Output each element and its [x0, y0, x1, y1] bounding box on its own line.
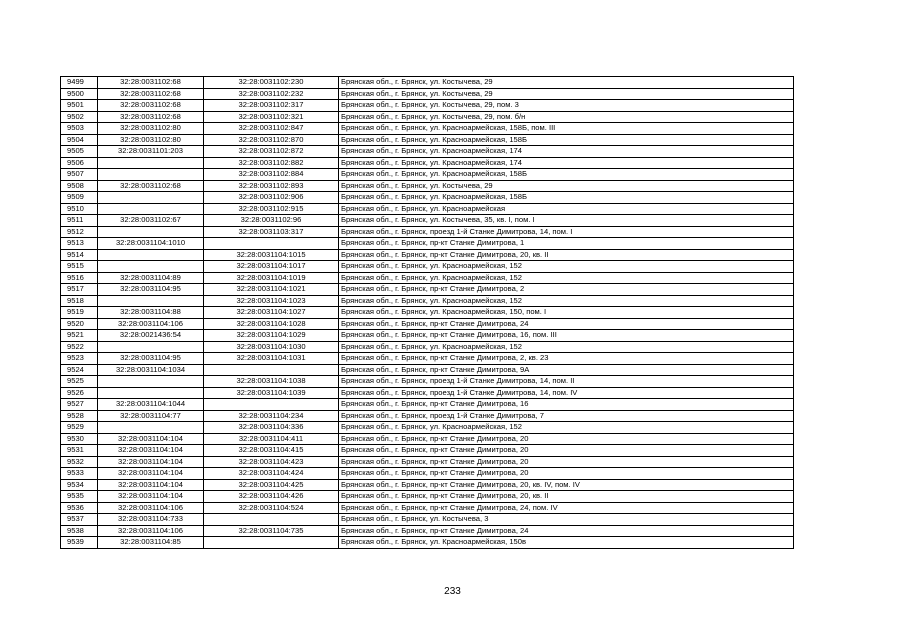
- table-row: [61, 261, 794, 273]
- land-parcel-number-cell: 32:28:0031104:1010: [98, 238, 204, 250]
- table-row: [61, 422, 794, 434]
- table-row: [61, 238, 794, 250]
- object-number-cell: 32:28:0031104:1039: [204, 387, 339, 399]
- row-number-cell: 9536: [61, 502, 98, 514]
- object-number-cell: [204, 364, 339, 376]
- registry-table: [60, 76, 794, 549]
- table-row: [61, 192, 794, 204]
- row-number-cell: 9522: [61, 341, 98, 353]
- address-cell: Брянская обл., г. Брянск, ул. Костычева, 29, пом. б/н: [339, 111, 794, 123]
- row-number-cell: 9532: [61, 456, 98, 468]
- land-parcel-number-cell: [98, 376, 204, 388]
- land-parcel-number-cell: 32:28:0031104:104: [98, 479, 204, 491]
- address-cell: Брянская обл., г. Брянск, проезд 1-й Станке Димитрова, 14, пом. II: [339, 376, 794, 388]
- address-cell: Брянская обл., г. Брянск, пр-кт Станке Димитрова, 20, кв. II: [339, 491, 794, 503]
- row-number-cell: 9516: [61, 272, 98, 284]
- table-row: [61, 376, 794, 388]
- land-parcel-number-cell: 32:28:0031104:104: [98, 491, 204, 503]
- row-number-cell: 9506: [61, 157, 98, 169]
- land-parcel-number-cell: 32:28:0031104:106: [98, 318, 204, 330]
- table-row: [61, 77, 794, 89]
- address-cell: Брянская обл., г. Брянск, проезд 1-й Станке Димитрова, 14, пом. IV: [339, 387, 794, 399]
- address-cell: Брянская обл., г. Брянск, пр-кт Станке Димитрова, 16: [339, 399, 794, 411]
- object-number-cell: 32:28:0031102:317: [204, 100, 339, 112]
- object-number-cell: 32:28:0031104:425: [204, 479, 339, 491]
- object-number-cell: 32:28:0031104:1023: [204, 295, 339, 307]
- row-number-cell: 9526: [61, 387, 98, 399]
- land-parcel-number-cell: 32:28:0031104:95: [98, 284, 204, 296]
- land-parcel-number-cell: [98, 203, 204, 215]
- table-row: [61, 169, 794, 181]
- object-number-cell: 32:28:0031104:411: [204, 433, 339, 445]
- table-row: [61, 456, 794, 468]
- object-number-cell: 32:28:0031104:424: [204, 468, 339, 480]
- object-number-cell: 32:28:0031104:423: [204, 456, 339, 468]
- land-parcel-number-cell: 32:28:0031104:733: [98, 514, 204, 526]
- table-row: [61, 203, 794, 215]
- address-cell: Брянская обл., г. Брянск, ул. Красноармейская, 152: [339, 422, 794, 434]
- object-number-cell: 32:28:0031102:232: [204, 88, 339, 100]
- address-cell: Брянская обл., г. Брянск, пр-кт Станке Димитрова, 24: [339, 318, 794, 330]
- address-cell: Брянская обл., г. Брянск, ул. Красноармейская, 174: [339, 157, 794, 169]
- table-row: [61, 249, 794, 261]
- table-row: [61, 468, 794, 480]
- land-parcel-number-cell: 32:28:0031104:1044: [98, 399, 204, 411]
- address-cell: Брянская обл., г. Брянск, ул. Красноармейская, 158Б: [339, 169, 794, 181]
- object-number-cell: 32:28:0031102:882: [204, 157, 339, 169]
- table-row: [61, 284, 794, 296]
- address-cell: Брянская обл., г. Брянск, ул. Костычева, 3: [339, 514, 794, 526]
- row-number-cell: 9527: [61, 399, 98, 411]
- row-number-cell: 9515: [61, 261, 98, 273]
- object-number-cell: 32:28:0031104:1030: [204, 341, 339, 353]
- object-number-cell: 32:28:0031102:884: [204, 169, 339, 181]
- table-row: [61, 111, 794, 123]
- table-row: [61, 514, 794, 526]
- object-number-cell: 32:28:0031102:870: [204, 134, 339, 146]
- row-number-cell: 9533: [61, 468, 98, 480]
- row-number-cell: 9530: [61, 433, 98, 445]
- land-parcel-number-cell: [98, 261, 204, 273]
- land-parcel-number-cell: [98, 192, 204, 204]
- table-row: [61, 318, 794, 330]
- object-number-cell: 32:28:0031104:735: [204, 525, 339, 537]
- row-number-cell: 9519: [61, 307, 98, 319]
- table-row: [61, 525, 794, 537]
- object-number-cell: 32:28:0031102:915: [204, 203, 339, 215]
- address-cell: Брянская обл., г. Брянск, ул. Красноармейская, 150в: [339, 537, 794, 549]
- address-cell: Брянская обл., г. Брянск, пр-кт Станке Димитрова, 20: [339, 456, 794, 468]
- table-row: [61, 134, 794, 146]
- row-number-cell: 9538: [61, 525, 98, 537]
- land-parcel-number-cell: 32:28:0031104:85: [98, 537, 204, 549]
- address-cell: Брянская обл., г. Брянск, ул. Красноармейская, 152: [339, 295, 794, 307]
- table-row: [61, 100, 794, 112]
- row-number-cell: 9507: [61, 169, 98, 181]
- object-number-cell: [204, 238, 339, 250]
- address-cell: Брянская обл., г. Брянск, ул. Костычева, 29: [339, 77, 794, 89]
- row-number-cell: 9504: [61, 134, 98, 146]
- row-number-cell: 9514: [61, 249, 98, 261]
- table-row: [61, 410, 794, 422]
- object-number-cell: [204, 537, 339, 549]
- land-parcel-number-cell: 32:28:0031102:80: [98, 134, 204, 146]
- table-row: [61, 215, 794, 227]
- table-row: [61, 399, 794, 411]
- object-number-cell: 32:28:0031104:1028: [204, 318, 339, 330]
- object-number-cell: 32:28:0031104:336: [204, 422, 339, 434]
- address-cell: Брянская обл., г. Брянск, пр-кт Станке Димитрова, 20: [339, 433, 794, 445]
- row-number-cell: 9517: [61, 284, 98, 296]
- row-number-cell: 9524: [61, 364, 98, 376]
- row-number-cell: 9528: [61, 410, 98, 422]
- registry-table-body: [61, 77, 794, 549]
- object-number-cell: 32:28:0031104:1029: [204, 330, 339, 342]
- row-number-cell: 9534: [61, 479, 98, 491]
- row-number-cell: 9537: [61, 514, 98, 526]
- land-parcel-number-cell: [98, 226, 204, 238]
- land-parcel-number-cell: 32:28:0031102:68: [98, 180, 204, 192]
- address-cell: Брянская обл., г. Брянск, ул. Красноармейская, 174: [339, 146, 794, 158]
- address-cell: Брянская обл., г. Брянск, пр-кт Станке Димитрова, 24, пом. IV: [339, 502, 794, 514]
- table-row: [61, 341, 794, 353]
- object-number-cell: [204, 399, 339, 411]
- row-number-cell: 9503: [61, 123, 98, 135]
- table-row: [61, 353, 794, 365]
- object-number-cell: 32:28:0031104:524: [204, 502, 339, 514]
- address-cell: Брянская обл., г. Брянск, ул. Красноармейская, 152: [339, 341, 794, 353]
- object-number-cell: 32:28:0031104:1015: [204, 249, 339, 261]
- land-parcel-number-cell: [98, 341, 204, 353]
- table-row: [61, 364, 794, 376]
- row-number-cell: 9511: [61, 215, 98, 227]
- object-number-cell: 32:28:0031104:1038: [204, 376, 339, 388]
- land-parcel-number-cell: 32:28:0031104:104: [98, 456, 204, 468]
- address-cell: Брянская обл., г. Брянск, проезд 1-й Станке Димитрова, 7: [339, 410, 794, 422]
- object-number-cell: 32:28:0031104:1031: [204, 353, 339, 365]
- table-row: [61, 387, 794, 399]
- land-parcel-number-cell: 32:28:0031102:67: [98, 215, 204, 227]
- row-number-cell: 9535: [61, 491, 98, 503]
- land-parcel-number-cell: [98, 169, 204, 181]
- object-number-cell: 32:28:0031104:415: [204, 445, 339, 457]
- table-row: [61, 307, 794, 319]
- land-parcel-number-cell: 32:28:0021436:54: [98, 330, 204, 342]
- address-cell: Брянская обл., г. Брянск, пр-кт Станке Димитрова, 24: [339, 525, 794, 537]
- land-parcel-number-cell: 32:28:0031102:80: [98, 123, 204, 135]
- object-number-cell: [204, 514, 339, 526]
- land-parcel-number-cell: [98, 295, 204, 307]
- table-row: [61, 157, 794, 169]
- object-number-cell: 32:28:0031102:96: [204, 215, 339, 227]
- land-parcel-number-cell: 32:28:0031104:106: [98, 502, 204, 514]
- row-number-cell: 9513: [61, 238, 98, 250]
- object-number-cell: 32:28:0031104:1027: [204, 307, 339, 319]
- table-row: [61, 537, 794, 549]
- table-row: [61, 272, 794, 284]
- row-number-cell: 9501: [61, 100, 98, 112]
- address-cell: Брянская обл., г. Брянск, ул. Костычева, 29: [339, 88, 794, 100]
- address-cell: Брянская обл., г. Брянск, проезд 1-й Станке Димитрова, 14, пом. I: [339, 226, 794, 238]
- table-row: [61, 123, 794, 135]
- table-row: [61, 330, 794, 342]
- address-cell: Брянская обл., г. Брянск, пр-кт Станке Димитрова, 16, пом. III: [339, 330, 794, 342]
- land-parcel-number-cell: 32:28:0031104:104: [98, 445, 204, 457]
- address-cell: Брянская обл., г. Брянск, пр-кт Станке Димитрова, 1: [339, 238, 794, 250]
- row-number-cell: 9502: [61, 111, 98, 123]
- object-number-cell: 32:28:0031102:230: [204, 77, 339, 89]
- row-number-cell: 9525: [61, 376, 98, 388]
- object-number-cell: 32:28:0031102:906: [204, 192, 339, 204]
- land-parcel-number-cell: 32:28:0031102:68: [98, 100, 204, 112]
- land-parcel-number-cell: 32:28:0031104:104: [98, 468, 204, 480]
- address-cell: Брянская обл., г. Брянск, пр-кт Станке Димитрова, 2: [339, 284, 794, 296]
- object-number-cell: 32:28:0031102:321: [204, 111, 339, 123]
- land-parcel-number-cell: [98, 387, 204, 399]
- table-row: [61, 433, 794, 445]
- land-parcel-number-cell: [98, 249, 204, 261]
- address-cell: Брянская обл., г. Брянск, ул. Костычева, 29: [339, 180, 794, 192]
- row-number-cell: 9520: [61, 318, 98, 330]
- address-cell: Брянская обл., г. Брянск, ул. Красноармейская, 158Б: [339, 192, 794, 204]
- row-number-cell: 9500: [61, 88, 98, 100]
- object-number-cell: 32:28:0031104:1021: [204, 284, 339, 296]
- address-cell: Брянская обл., г. Брянск, ул. Красноармейская, 158Б, пом. III: [339, 123, 794, 135]
- row-number-cell: 9499: [61, 77, 98, 89]
- table-row: [61, 491, 794, 503]
- row-number-cell: 9531: [61, 445, 98, 457]
- land-parcel-number-cell: 32:28:0031102:68: [98, 111, 204, 123]
- table-row: [61, 445, 794, 457]
- address-cell: Брянская обл., г. Брянск, пр-кт Станке Димитрова, 20, кв. IV, пом. IV: [339, 479, 794, 491]
- table-row: [61, 180, 794, 192]
- land-parcel-number-cell: 32:28:0031104:89: [98, 272, 204, 284]
- address-cell: Брянская обл., г. Брянск, ул. Красноармейская, 152: [339, 272, 794, 284]
- object-number-cell: 32:28:0031103:317: [204, 226, 339, 238]
- land-parcel-number-cell: 32:28:0031101:203: [98, 146, 204, 158]
- table-row: [61, 88, 794, 100]
- table-row: [61, 479, 794, 491]
- address-cell: Брянская обл., г. Брянск, ул. Красноармейская: [339, 203, 794, 215]
- row-number-cell: 9509: [61, 192, 98, 204]
- object-number-cell: 32:28:0031104:234: [204, 410, 339, 422]
- object-number-cell: 32:28:0031104:1017: [204, 261, 339, 273]
- row-number-cell: 9518: [61, 295, 98, 307]
- row-number-cell: 9529: [61, 422, 98, 434]
- object-number-cell: 32:28:0031104:426: [204, 491, 339, 503]
- table-row: [61, 146, 794, 158]
- address-cell: Брянская обл., г. Брянск, пр-кт Станке Димитрова, 2, кв. 23: [339, 353, 794, 365]
- table-row: [61, 295, 794, 307]
- address-cell: Брянская обл., г. Брянск, пр-кт Станке Димитрова, 20: [339, 468, 794, 480]
- address-cell: Брянская обл., г. Брянск, пр-кт Станке Димитрова, 9А: [339, 364, 794, 376]
- address-cell: Брянская обл., г. Брянск, ул. Костычева, 35, кв. I, пом. I: [339, 215, 794, 227]
- land-parcel-number-cell: 32:28:0031102:68: [98, 88, 204, 100]
- row-number-cell: 9510: [61, 203, 98, 215]
- land-parcel-number-cell: 32:28:0031104:106: [98, 525, 204, 537]
- land-parcel-number-cell: 32:28:0031104:77: [98, 410, 204, 422]
- address-cell: Брянская обл., г. Брянск, пр-кт Станке Димитрова, 20: [339, 445, 794, 457]
- land-parcel-number-cell: 32:28:0031104:88: [98, 307, 204, 319]
- table-row: [61, 226, 794, 238]
- address-cell: Брянская обл., г. Брянск, ул. Красноармейская, 150, пом. I: [339, 307, 794, 319]
- object-number-cell: 32:28:0031102:847: [204, 123, 339, 135]
- row-number-cell: 9521: [61, 330, 98, 342]
- object-number-cell: 32:28:0031102:872: [204, 146, 339, 158]
- land-parcel-number-cell: 32:28:0031104:1034: [98, 364, 204, 376]
- object-number-cell: 32:28:0031102:893: [204, 180, 339, 192]
- address-cell: Брянская обл., г. Брянск, ул. Красноармейская, 152: [339, 261, 794, 273]
- land-parcel-number-cell: [98, 422, 204, 434]
- row-number-cell: 9508: [61, 180, 98, 192]
- row-number-cell: 9505: [61, 146, 98, 158]
- land-parcel-number-cell: 32:28:0031102:68: [98, 77, 204, 89]
- land-parcel-number-cell: 32:28:0031104:104: [98, 433, 204, 445]
- address-cell: Брянская обл., г. Брянск, ул. Красноармейская, 158Б: [339, 134, 794, 146]
- page-number: 233: [444, 586, 461, 597]
- row-number-cell: 9512: [61, 226, 98, 238]
- row-number-cell: 9539: [61, 537, 98, 549]
- row-number-cell: 9523: [61, 353, 98, 365]
- address-cell: Брянская обл., г. Брянск, ул. Костычева, 29, пом. 3: [339, 100, 794, 112]
- land-parcel-number-cell: [98, 157, 204, 169]
- table-row: [61, 502, 794, 514]
- address-cell: Брянская обл., г. Брянск, пр-кт Станке Димитрова, 20, кв. II: [339, 249, 794, 261]
- land-parcel-number-cell: 32:28:0031104:95: [98, 353, 204, 365]
- object-number-cell: 32:28:0031104:1019: [204, 272, 339, 284]
